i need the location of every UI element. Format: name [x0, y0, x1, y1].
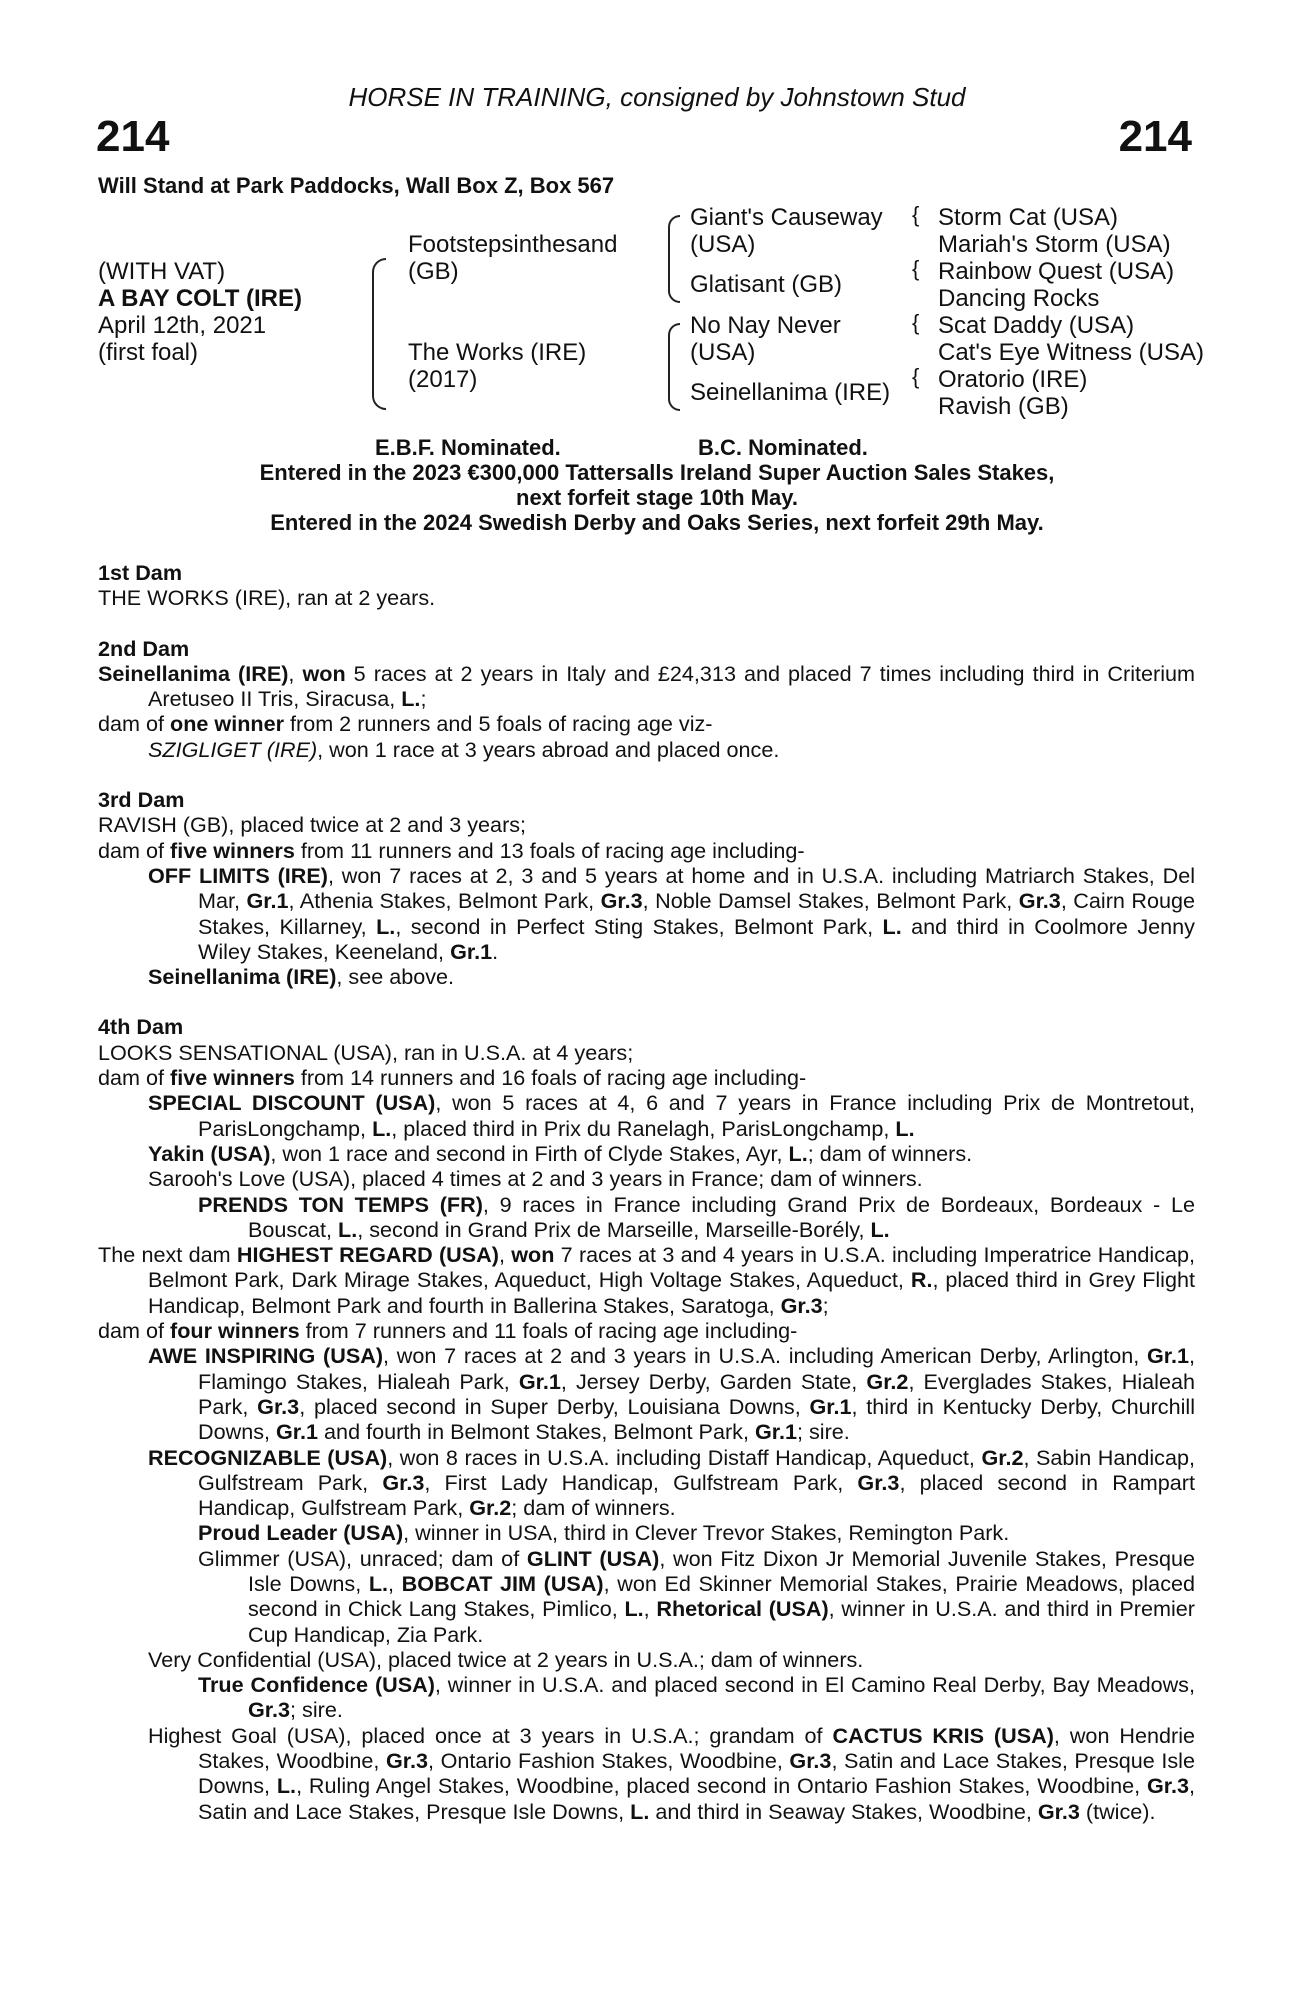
dam-sire-name: No Nay Never [690, 312, 841, 339]
grandfoal-proud-leader: Proud Leader (USA), winner in USA, third in Clever Trevor Stakes, Remington Park. [198, 1520, 1010, 1546]
grandfoal-prends-ton-temps: PRENDS TON TEMPS (FR), 9 races in France including Grand Prix de Bordeaux, Bordeaux - Le Bouscat, L., second in Grand Prix de Marseille, Marseille-Borély, L. [198, 1191, 1195, 1242]
brace-gen3-1: { [912, 202, 920, 227]
ebf-nomination: E.B.F. Nominated. [375, 435, 561, 460]
entry-swedish-derby: Entered in the 2024 Swedish Derby and Oaks Series, next forfeit 29th May. [270, 510, 1044, 535]
third-dam-entry: RAVISH (GB), placed twice at 2 and 3 years; [98, 812, 527, 838]
dam-sire-origin: (USA) [690, 339, 756, 366]
bc-nomination: B.C. Nominated. [698, 435, 868, 460]
third-dam-produce: dam of five winners from 11 runners and 13 foals of racing age including- [98, 837, 805, 863]
foal-highest-goal: Highest Goal (USA), placed once at 3 years in U.S.A.; grandam of CACTUS KRIS (USA), won Hendrie Stakes, Woodbine, Gr.3, Ontario Fashion Stakes, Woodbine, Gr.3, Satin and Lace Stakes, Presque Isle Downs, L., Ruling Angel Stakes, Woodbine, placed second in Ontario Fashion Stakes, Woodbine, Gr.3, Satin and Lace Stakes, Presque Isle Downs, L. and third in Seaway Stakes, Woodbine, Gr.3 (twice). [148, 1722, 1195, 1824]
sds-name: Rainbow Quest (USA) [938, 258, 1175, 285]
brace-gen3-4: { [912, 364, 920, 389]
ssd-name: Mariah's Storm (USA) [938, 231, 1171, 258]
sire-origin: (GB) [408, 258, 459, 285]
foal-note: (first foal) [98, 339, 199, 366]
fourth-dam-foal-special-discount: SPECIAL DISCOUNT (USA), won 5 races at 4, 6 and 7 years in France including Prix de Montretout, ParisLongchamp, L., placed third in Prix du Ranelagh, ParisLongchamp, L. [148, 1090, 1195, 1141]
fourth-dam-foal-yakin: Yakin (USA), won 1 race and second in Firth of Clyde Stakes, Ayr, L.; dam of winners. [148, 1140, 973, 1166]
next-dam-highest-regard: The next dam HIGHEST REGARD (USA), won 7 races at 3 and 4 years in U.S.A. including Imperatrice Handicap, Belmont Park, Dark Mirage Stakes, Aqueduct, High Voltage Stakes, Aqueduct, R., placed third in Grey Flight Handicap, Belmont Park and fourth in Ballerina Stakes, Saratoga, Gr.3; [98, 1242, 1196, 1318]
fourth-dam-heading: 4th Dam [98, 1014, 184, 1040]
foal-awe-inspiring: AWE INSPIRING (USA), won 7 races at 2 and 3 years in U.S.A. including American Derby, Arlington, Gr.1, Flamingo Stakes, Hialeah Park, Gr.1, Jersey Derby, Garden State, Gr.2, Everglades Stakes, Hialeah Park, Gr.3, placed second in Super Derby, Louisiana Downs, Gr.1, third in Kentucky Derby, Churchill Downs, Gr.1 and fourth in Belmont Stakes, Belmont Park, Gr.1; sire. [148, 1343, 1195, 1445]
second-dam-foal: SZIGLIGET (IRE), won 1 race at 3 years abroad and placed once. [148, 736, 780, 762]
grandfoal-true-confidence: True Confidence (USA), winner in U.S.A. and placed second in El Camino Real Derby, Bay Meadows, Gr.3; sire. [198, 1672, 1195, 1723]
dam-brace [668, 323, 680, 411]
second-dam-produce: dam of one winner from 2 runners and 5 foals of racing age viz- [98, 711, 713, 737]
second-dam-heading: 2nd Dam [98, 635, 190, 661]
sire-sire-origin: (USA) [690, 231, 756, 258]
dsd-name: Cat's Eye Witness (USA) [938, 339, 1204, 366]
third-dam-foal-off-limits: OFF LIMITS (IRE), won 7 races at 2, 3 and 5 years at home and in U.S.A. including Matriarch Stakes, Del Mar, Gr.1, Athenia Stakes, Belmont Park, Gr.3, Noble Damsel Stakes, Belmont Park, Gr.3, Cairn Rouge Stakes, Killarney, L., second in Perfect Sting Stakes, Belmont Park, L. and third in Coolmore Jenny Wiley Stakes, Keeneland, Gr.1. [148, 862, 1196, 964]
brace-gen3-2: { [912, 256, 920, 281]
stand-location: Will Stand at Park Paddocks, Wall Box Z, Box 567 [98, 173, 615, 198]
first-dam-heading: 1st Dam [98, 560, 183, 585]
lot-number-right: 214 [1118, 112, 1192, 161]
sss-name: Storm Cat (USA) [938, 204, 1119, 231]
vat-note: (WITH VAT) [98, 258, 226, 285]
pedigree-main-brace [372, 258, 386, 410]
foaling-date: April 12th, 2021 [98, 312, 267, 339]
fourth-dam-produce: dam of five winners from 14 runners and 16 foals of racing age including- [98, 1065, 807, 1091]
fourth-dam-entry: LOOKS SENSATIONAL (USA), ran in U.S.A. at 4 years; [98, 1039, 634, 1065]
second-dam-entry: Seinellanima (IRE), won 5 races at 2 years in Italy and £24,313 and placed 7 times including third in Criterium Aretuseo II Tris, Siracusa, L.; [98, 660, 1195, 712]
dds-name: Oratorio (IRE) [938, 366, 1088, 393]
dam-lines [98, 560, 1195, 1824]
third-dam-foal-seinellanima: Seinellanima (IRE), see above. [148, 964, 455, 990]
horse-name: A BAY COLT (IRE) [98, 285, 303, 312]
lot-number-left: 214 [96, 112, 170, 161]
catalogue-header: HORSE IN TRAINING, consigned by Johnstown Stud [348, 82, 966, 112]
sire-name: Footstepsinthesand [408, 231, 618, 258]
sire-brace [668, 215, 680, 303]
grandfoal-glimmer: Glimmer (USA), unraced; dam of GLINT (USA), won Fitz Dixon Jr Memorial Juvenile Stakes, Presque Isle Downs, L., BOBCAT JIM (USA), won Ed Skinner Memorial Stakes, Prairie Meadows, placed second in Chick Lang Stakes, Pimlico, L., Rhetorical (USA), winner in U.S.A. and third in Premier Cup Handicap, Zia Park. [198, 1545, 1196, 1647]
sire-dam-name: Glatisant (GB) [690, 271, 843, 298]
dss-name: Scat Daddy (USA) [938, 312, 1135, 339]
dam-name: The Works (IRE) [408, 339, 587, 366]
dam-year: (2017) [408, 366, 478, 393]
foal-recognizable: RECOGNIZABLE (USA), won 8 races in U.S.A. including Distaff Handicap, Aqueduct, Gr.2, Sabin Handicap, Gulfstream Park, Gr.3, First Lady Handicap, Gulfstream Park, Gr.3, placed second in Rampart Handicap, Gulfstream Park, Gr.2; dam of winners. [148, 1444, 1195, 1521]
foal-very-confidential: Very Confidential (USA), placed twice at 2 years in U.S.A.; dam of winners. [148, 1646, 864, 1672]
brace-gen3-3: { [912, 310, 920, 335]
third-dam-heading: 3rd Dam [98, 787, 185, 813]
dam-dam-name: Seinellanima (IRE) [690, 379, 891, 406]
sdd-name: Dancing Rocks [938, 285, 1100, 312]
entry-tattersalls: Entered in the 2023 €300,000 Tattersalls Ireland Super Auction Sales Stakes, [259, 460, 1055, 485]
first-dam-text: THE WORKS (IRE), ran at 2 years. [98, 585, 436, 611]
ddd-name: Ravish (GB) [938, 393, 1069, 420]
next-dam-produce: dam of four winners from 7 runners and 11 foals of racing age including- [98, 1318, 798, 1344]
sire-sire-name: Giant's Causeway [690, 204, 883, 231]
fourth-dam-foal-saroohs-love: Sarooh's Love (USA), placed 4 times at 2 and 3 years in France; dam of winners. [148, 1166, 923, 1192]
entry-tattersalls-forfeit: next forfeit stage 10th May. [516, 485, 798, 510]
